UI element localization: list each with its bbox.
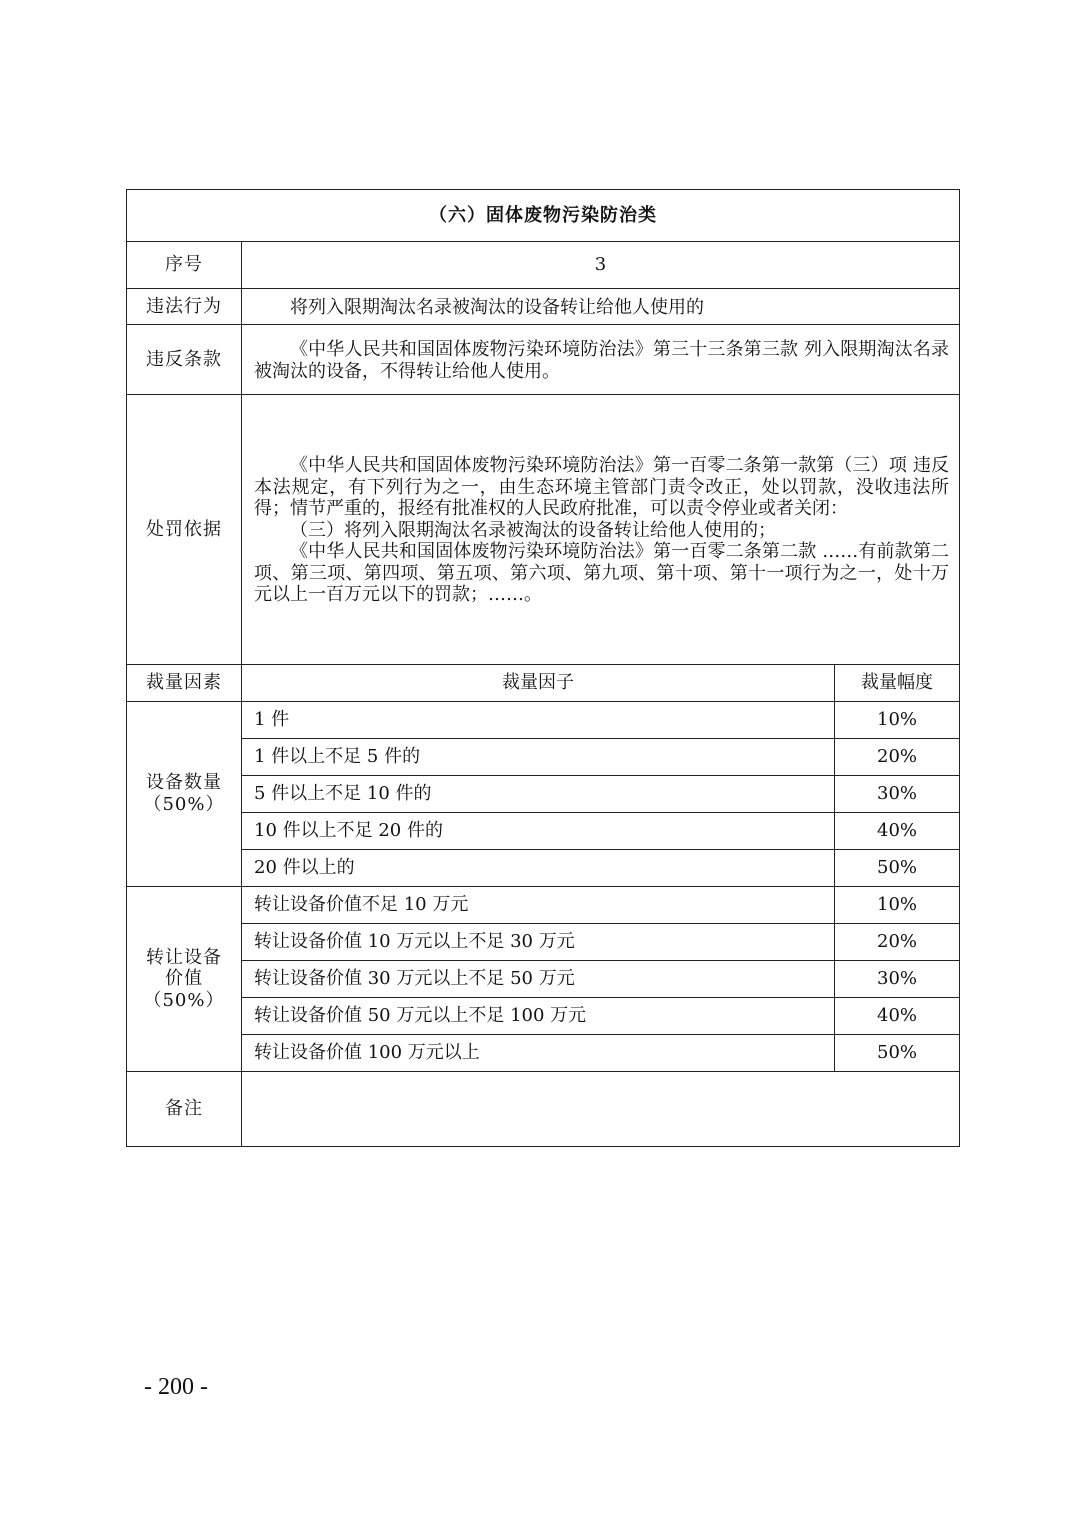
section-title: （六）固体废物污染防治类 xyxy=(127,190,960,242)
page-number: - 200 - xyxy=(144,1374,208,1400)
range-cell: 40% xyxy=(835,813,960,850)
range-cell: 20% xyxy=(835,739,960,776)
range-cell: 10% xyxy=(835,702,960,739)
remarks-label: 备注 xyxy=(127,1072,242,1147)
serial-label: 序号 xyxy=(127,242,242,289)
factor-cell: 转让设备价值 30 万元以上不足 50 万元 xyxy=(242,961,835,998)
violated-provision-text: 《中华人民共和国固体废物污染环境防治法》第三十三条第三款 列入限期淘汰名录被淘汰的设备，不得转让给他人使用。 xyxy=(254,338,950,382)
factor-group-value xyxy=(127,887,242,1072)
discretion-factor-header: 裁量因素 xyxy=(127,665,242,702)
violated-provision-label: 违反条款 xyxy=(127,325,242,395)
factor-cell: 转让设备价值不足 10 万元 xyxy=(242,887,835,924)
factor-cell: 20 件以上的 xyxy=(242,850,835,887)
factor-cell: 1 件以上不足 5 件的 xyxy=(242,739,835,776)
factor-cell: 1 件 xyxy=(242,702,835,739)
range-cell: 30% xyxy=(835,961,960,998)
factor-cell: 转让设备价值 50 万元以上不足 100 万元 xyxy=(242,998,835,1035)
range-cell: 30% xyxy=(835,776,960,813)
remarks-value xyxy=(242,1072,960,1147)
factor-group-weight: （50%） xyxy=(143,989,225,1011)
factor-cell: 转让设备价值 10 万元以上不足 30 万元 xyxy=(242,924,835,961)
discretion-subfactor-header: 裁量因子 xyxy=(242,665,835,702)
factor-cell: 5 件以上不足 10 件的 xyxy=(242,776,835,813)
factor-group-name: 设备数量 xyxy=(146,772,222,794)
range-cell: 50% xyxy=(835,1035,960,1072)
violation-text: 将列入限期淘汰名录被淘汰的设备转让给他人使用的 xyxy=(290,296,704,318)
factor-group-name: 价值 xyxy=(165,968,203,990)
penalty-discretion-table xyxy=(126,189,960,1147)
factor-group-name: 转让设备 xyxy=(146,946,222,968)
violation-cell xyxy=(242,289,960,325)
penalty-basis-paragraph: （三）将列入限期淘汰名录被淘汰的设备转让给他人使用的； xyxy=(290,519,776,541)
violated-provision-cell xyxy=(242,325,960,395)
factor-cell: 转让设备价值 100 万元以上 xyxy=(242,1035,835,1072)
factor-group-weight: （50%） xyxy=(143,794,225,815)
factor-cell: 10 件以上不足 20 件的 xyxy=(242,813,835,850)
penalty-basis-paragraph: 《中华人民共和国固体废物污染环境防治法》第一百零二条第二款 ……有前款第二项、第三项、第四项、第五项、第六项、第九项、第十项、第十一项行为之一，处十万元以上一百万元以下的罚款；……。 xyxy=(254,541,950,606)
penalty-basis-cell xyxy=(242,395,960,665)
discretion-range-header: 裁量幅度 xyxy=(835,665,960,702)
penalty-basis-paragraph: 《中华人民共和国固体废物污染环境防治法》第一百零二条第一款第（三）项 违反本法规定，有下列行为之一，由生态环境主管部门责令改正，处以罚款，没收违法所得；情节严重的，报经有批准权的人民政府批准，可以责令停业或者关闭： xyxy=(254,454,950,520)
serial-value: 3 xyxy=(242,242,960,289)
range-cell: 20% xyxy=(835,924,960,961)
penalty-basis-label: 处罚依据 xyxy=(127,395,242,665)
range-cell: 50% xyxy=(835,850,960,887)
range-cell: 40% xyxy=(835,998,960,1035)
factor-group-quantity xyxy=(127,702,242,887)
violation-label: 违法行为 xyxy=(127,289,242,325)
range-cell: 10% xyxy=(835,887,960,924)
